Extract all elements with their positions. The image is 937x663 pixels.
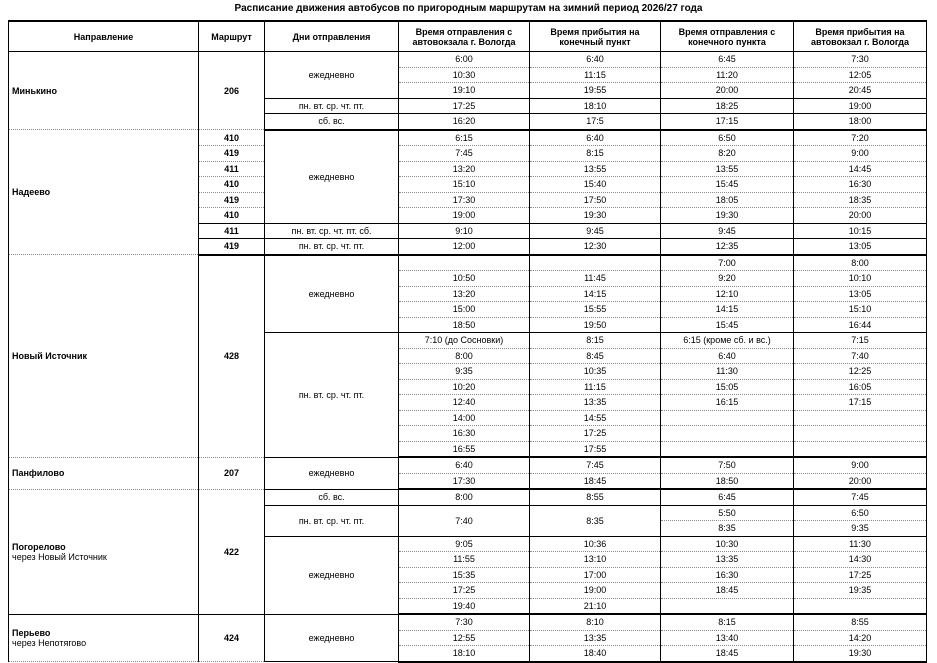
time-cell: 16:05 bbox=[794, 379, 927, 395]
time-cell: 6:40 bbox=[399, 457, 530, 473]
time-cell: 13:55 bbox=[530, 161, 661, 177]
time-cell: 6:45 bbox=[661, 489, 794, 505]
time-cell: 14:00 bbox=[399, 410, 530, 426]
time-cell: 9:35 bbox=[399, 364, 530, 380]
time-cell: 9:00 bbox=[794, 146, 927, 162]
time-cell: 7:50 bbox=[661, 457, 794, 473]
time-cell bbox=[530, 255, 661, 271]
time-cell: 17:25 bbox=[530, 426, 661, 442]
time-cell bbox=[661, 410, 794, 426]
time-cell: 18:10 bbox=[399, 646, 530, 662]
time-cell: 17:25 bbox=[399, 583, 530, 599]
time-cell: 19:00 bbox=[530, 583, 661, 599]
time-cell: 10:15 bbox=[794, 223, 927, 239]
time-cell: 8:20 bbox=[661, 146, 794, 162]
time-cell: 13:20 bbox=[399, 286, 530, 302]
time-cell: 9:05 bbox=[399, 536, 530, 552]
time-cell: 7:45 bbox=[399, 146, 530, 162]
time-cell: 7:45 bbox=[530, 457, 661, 473]
time-cell: 13:35 bbox=[661, 552, 794, 568]
time-cell: 9:45 bbox=[661, 223, 794, 239]
time-cell: 19:40 bbox=[399, 598, 530, 614]
table-row bbox=[9, 457, 927, 473]
time-cell: 12:30 bbox=[530, 239, 661, 255]
time-cell: 15:45 bbox=[661, 177, 794, 193]
time-cell bbox=[794, 598, 927, 614]
table-row bbox=[9, 52, 927, 68]
time-cell: 15:45 bbox=[661, 317, 794, 333]
route-cell: 410 bbox=[199, 177, 265, 193]
time-cell: 19:30 bbox=[661, 208, 794, 224]
time-cell: 7:45 bbox=[794, 489, 927, 505]
time-cell: 10:30 bbox=[661, 536, 794, 552]
time-cell: 8:10 bbox=[530, 614, 661, 630]
days-cell: ежедневно bbox=[265, 536, 399, 614]
time-cell: 6:00 bbox=[399, 52, 530, 68]
time-cell: 17:50 bbox=[530, 192, 661, 208]
header-arrival-city: Время прибытия на автовокзал г. Вологда bbox=[794, 21, 927, 52]
time-cell: 9:35 bbox=[794, 521, 927, 537]
time-cell: 20:00 bbox=[794, 208, 927, 224]
time-cell: 8:35 bbox=[530, 505, 661, 536]
time-cell bbox=[661, 598, 794, 614]
direction-name: Панфилово bbox=[12, 468, 65, 478]
time-cell: 13:05 bbox=[794, 286, 927, 302]
time-cell: 10:20 bbox=[399, 379, 530, 395]
time-cell: 18:25 bbox=[661, 98, 794, 114]
time-cell: 15:40 bbox=[530, 177, 661, 193]
time-cell: 11:30 bbox=[794, 536, 927, 552]
time-cell: 6:40 bbox=[530, 52, 661, 68]
time-cell: 11:45 bbox=[530, 271, 661, 287]
time-cell: 17:15 bbox=[661, 114, 794, 130]
time-cell: 12:55 bbox=[399, 630, 530, 646]
time-cell: 13:20 bbox=[399, 161, 530, 177]
time-cell: 10:35 bbox=[530, 364, 661, 380]
time-cell: 18:45 bbox=[661, 583, 794, 599]
time-cell: 6:15 bbox=[399, 130, 530, 146]
time-cell: 11:15 bbox=[530, 67, 661, 83]
time-cell: 12:25 bbox=[794, 364, 927, 380]
time-cell: 14:15 bbox=[661, 302, 794, 318]
time-cell: 8:00 bbox=[399, 489, 530, 505]
time-cell: 15:10 bbox=[794, 302, 927, 318]
route-cell: 206 bbox=[199, 52, 265, 130]
time-cell: 19:35 bbox=[794, 583, 927, 599]
time-cell: 14:15 bbox=[530, 286, 661, 302]
direction-name: Надеево bbox=[12, 187, 51, 197]
time-cell: 16:55 bbox=[399, 441, 530, 457]
time-cell: 6:45 bbox=[661, 52, 794, 68]
days-cell: пн. вт. ср. чт. пт. сб. bbox=[265, 223, 399, 239]
header-arrival-end: Время прибытия на конечный пункт bbox=[530, 21, 661, 52]
time-cell: 6:40 bbox=[661, 348, 794, 364]
time-cell bbox=[399, 255, 530, 271]
time-cell: 12:10 bbox=[661, 286, 794, 302]
time-cell: 9:00 bbox=[794, 457, 927, 473]
time-cell: 8:55 bbox=[530, 489, 661, 505]
time-cell: 13:10 bbox=[530, 552, 661, 568]
time-cell: 11:20 bbox=[661, 67, 794, 83]
time-cell: 17:55 bbox=[530, 441, 661, 457]
table-row bbox=[9, 489, 927, 505]
time-cell: 6:50 bbox=[794, 505, 927, 521]
time-cell: 19:50 bbox=[530, 317, 661, 333]
time-cell: 15:05 bbox=[661, 379, 794, 395]
time-cell: 19:10 bbox=[399, 83, 530, 99]
time-cell bbox=[661, 441, 794, 457]
time-cell: 9:45 bbox=[530, 223, 661, 239]
time-cell: 19:00 bbox=[794, 98, 927, 114]
time-cell: 18:50 bbox=[661, 473, 794, 489]
time-cell: 11:15 bbox=[530, 379, 661, 395]
table-row bbox=[9, 614, 927, 630]
time-cell: 13:55 bbox=[661, 161, 794, 177]
time-cell: 16:30 bbox=[794, 177, 927, 193]
direction-cell bbox=[9, 255, 199, 458]
direction-name: Новый Источник bbox=[12, 350, 87, 361]
days-cell: пн. вт. ср. чт. пт. bbox=[265, 505, 399, 536]
time-cell: 8:45 bbox=[530, 348, 661, 364]
time-cell: 14:20 bbox=[794, 630, 927, 646]
header-route: Маршрут bbox=[199, 21, 265, 52]
direction-cell bbox=[9, 457, 199, 489]
direction-cell bbox=[9, 489, 199, 614]
time-cell: 8:00 bbox=[399, 348, 530, 364]
time-cell: 7:00 bbox=[661, 255, 794, 271]
days-cell: сб. вс. bbox=[265, 114, 399, 130]
time-cell: 12:00 bbox=[399, 239, 530, 255]
time-cell: 15:35 bbox=[399, 567, 530, 583]
time-cell: 16:15 bbox=[661, 395, 794, 411]
route-cell: 428 bbox=[199, 255, 265, 458]
time-cell: 18:45 bbox=[661, 646, 794, 662]
route-cell: 419 bbox=[199, 239, 265, 255]
header-direction: Направление bbox=[9, 21, 199, 52]
time-cell: 9:10 bbox=[399, 223, 530, 239]
time-cell: 18:40 bbox=[530, 646, 661, 662]
time-cell: 8:15 bbox=[530, 333, 661, 349]
time-cell: 19:55 bbox=[530, 83, 661, 99]
time-cell: 18:35 bbox=[794, 192, 927, 208]
header-days: Дни отправления bbox=[265, 21, 399, 52]
time-cell: 16:44 bbox=[794, 317, 927, 333]
time-cell: 18:50 bbox=[399, 317, 530, 333]
time-cell: 20:00 bbox=[661, 83, 794, 99]
time-cell: 12:05 bbox=[794, 67, 927, 83]
time-cell bbox=[794, 426, 927, 442]
route-cell: 410 bbox=[199, 208, 265, 224]
time-cell: 15:55 bbox=[530, 302, 661, 318]
time-cell: 10:36 bbox=[530, 536, 661, 552]
days-cell: ежедневно bbox=[265, 255, 399, 333]
days-cell: ежедневно bbox=[265, 457, 399, 489]
time-cell: 7:20 bbox=[794, 130, 927, 146]
days-cell: пн. вт. ср. чт. пт. bbox=[265, 98, 399, 114]
time-cell: 10:50 bbox=[399, 271, 530, 287]
time-cell: 20:45 bbox=[794, 83, 927, 99]
time-cell bbox=[794, 410, 927, 426]
time-cell: 6:15 (кроме сб. и вс.) bbox=[661, 333, 794, 349]
time-cell: 7:40 bbox=[794, 348, 927, 364]
time-cell: 7:15 bbox=[794, 333, 927, 349]
time-cell: 19:00 bbox=[399, 208, 530, 224]
time-cell: 10:30 bbox=[399, 67, 530, 83]
time-cell: 12:40 bbox=[399, 395, 530, 411]
time-cell: 17:30 bbox=[399, 473, 530, 489]
time-cell: 8:00 bbox=[794, 255, 927, 271]
time-cell: 7:30 bbox=[794, 52, 927, 68]
route-cell: 422 bbox=[199, 489, 265, 614]
table-header-row bbox=[9, 21, 927, 52]
time-cell: 8:55 bbox=[794, 614, 927, 630]
days-cell: пн. вт. ср. чт. пт. bbox=[265, 333, 399, 458]
time-cell: 14:55 bbox=[530, 410, 661, 426]
time-cell: 18:10 bbox=[530, 98, 661, 114]
time-cell: 17:25 bbox=[794, 567, 927, 583]
time-cell: 19:30 bbox=[794, 646, 927, 662]
direction-cell bbox=[9, 52, 199, 130]
schedule-table bbox=[8, 20, 927, 663]
time-cell: 14:45 bbox=[794, 161, 927, 177]
page-title: Расписание движения автобусов по пригородным маршрутам на зимний период 2026/27 года bbox=[234, 3, 703, 14]
time-cell: 17:15 bbox=[794, 395, 927, 411]
time-cell: 18:00 bbox=[794, 114, 927, 130]
time-cell bbox=[794, 441, 927, 457]
direction-name: Погорелово bbox=[12, 541, 66, 552]
time-cell: 13:40 bbox=[661, 630, 794, 646]
days-cell: пн. вт. ср. чт. пт. bbox=[265, 239, 399, 255]
time-cell: 12:35 bbox=[661, 239, 794, 255]
direction-subtitle: через Новый Источник bbox=[12, 551, 107, 562]
days-cell: ежедневно bbox=[265, 130, 399, 224]
time-cell: 7:40 bbox=[399, 505, 530, 536]
time-cell: 8:15 bbox=[661, 614, 794, 630]
time-cell: 8:15 bbox=[530, 146, 661, 162]
direction-cell bbox=[9, 614, 199, 662]
direction-name: Перьево bbox=[12, 627, 51, 638]
header-departure-end: Время отправления с конечного пункта bbox=[661, 21, 794, 52]
route-cell: 207 bbox=[199, 457, 265, 489]
direction-name: Минькино bbox=[12, 85, 57, 96]
time-cell: 16:20 bbox=[399, 114, 530, 130]
route-cell: 411 bbox=[199, 223, 265, 239]
days-cell: ежедневно bbox=[265, 52, 399, 99]
time-cell: 5:50 bbox=[661, 505, 794, 521]
time-cell: 9:20 bbox=[661, 271, 794, 287]
time-cell: 10:10 bbox=[794, 271, 927, 287]
time-cell: 17:00 bbox=[530, 567, 661, 583]
time-cell: 19:30 bbox=[530, 208, 661, 224]
header-departure-city: Время отправления с автовокзала г. Вологда bbox=[399, 21, 530, 52]
time-cell: 21:10 bbox=[530, 598, 661, 614]
time-cell: 8:35 bbox=[661, 521, 794, 537]
time-cell: 14:30 bbox=[794, 552, 927, 568]
time-cell: 18:45 bbox=[530, 473, 661, 489]
route-cell: 419 bbox=[199, 146, 265, 162]
time-cell: 6:50 bbox=[661, 130, 794, 146]
table-row bbox=[9, 130, 927, 146]
time-cell: 16:30 bbox=[399, 426, 530, 442]
time-cell: 13:35 bbox=[530, 395, 661, 411]
time-cell bbox=[661, 426, 794, 442]
time-cell: 13:35 bbox=[530, 630, 661, 646]
route-cell: 424 bbox=[199, 614, 265, 662]
time-cell: 20:00 bbox=[794, 473, 927, 489]
time-cell: 15:10 bbox=[399, 177, 530, 193]
time-cell: 17:5 bbox=[530, 114, 661, 130]
days-cell: ежедневно bbox=[265, 614, 399, 662]
route-cell: 419 bbox=[199, 192, 265, 208]
time-cell: 11:30 bbox=[661, 364, 794, 380]
time-cell: 6:40 bbox=[530, 130, 661, 146]
route-cell: 411 bbox=[199, 161, 265, 177]
time-cell: 15:00 bbox=[399, 302, 530, 318]
time-cell: 13:05 bbox=[794, 239, 927, 255]
time-cell: 16:30 bbox=[661, 567, 794, 583]
time-cell: 7:30 bbox=[399, 614, 530, 630]
direction-subtitle: через Непотягово bbox=[12, 637, 87, 648]
route-cell: 410 bbox=[199, 130, 265, 146]
time-cell: 18:05 bbox=[661, 192, 794, 208]
direction-cell bbox=[9, 130, 199, 255]
days-cell: сб. вс. bbox=[265, 489, 399, 505]
time-cell: 17:30 bbox=[399, 192, 530, 208]
time-cell: 7:10 (до Сосновки) bbox=[399, 333, 530, 349]
time-cell: 11:55 bbox=[399, 552, 530, 568]
time-cell: 17:25 bbox=[399, 98, 530, 114]
table-row bbox=[9, 255, 927, 271]
